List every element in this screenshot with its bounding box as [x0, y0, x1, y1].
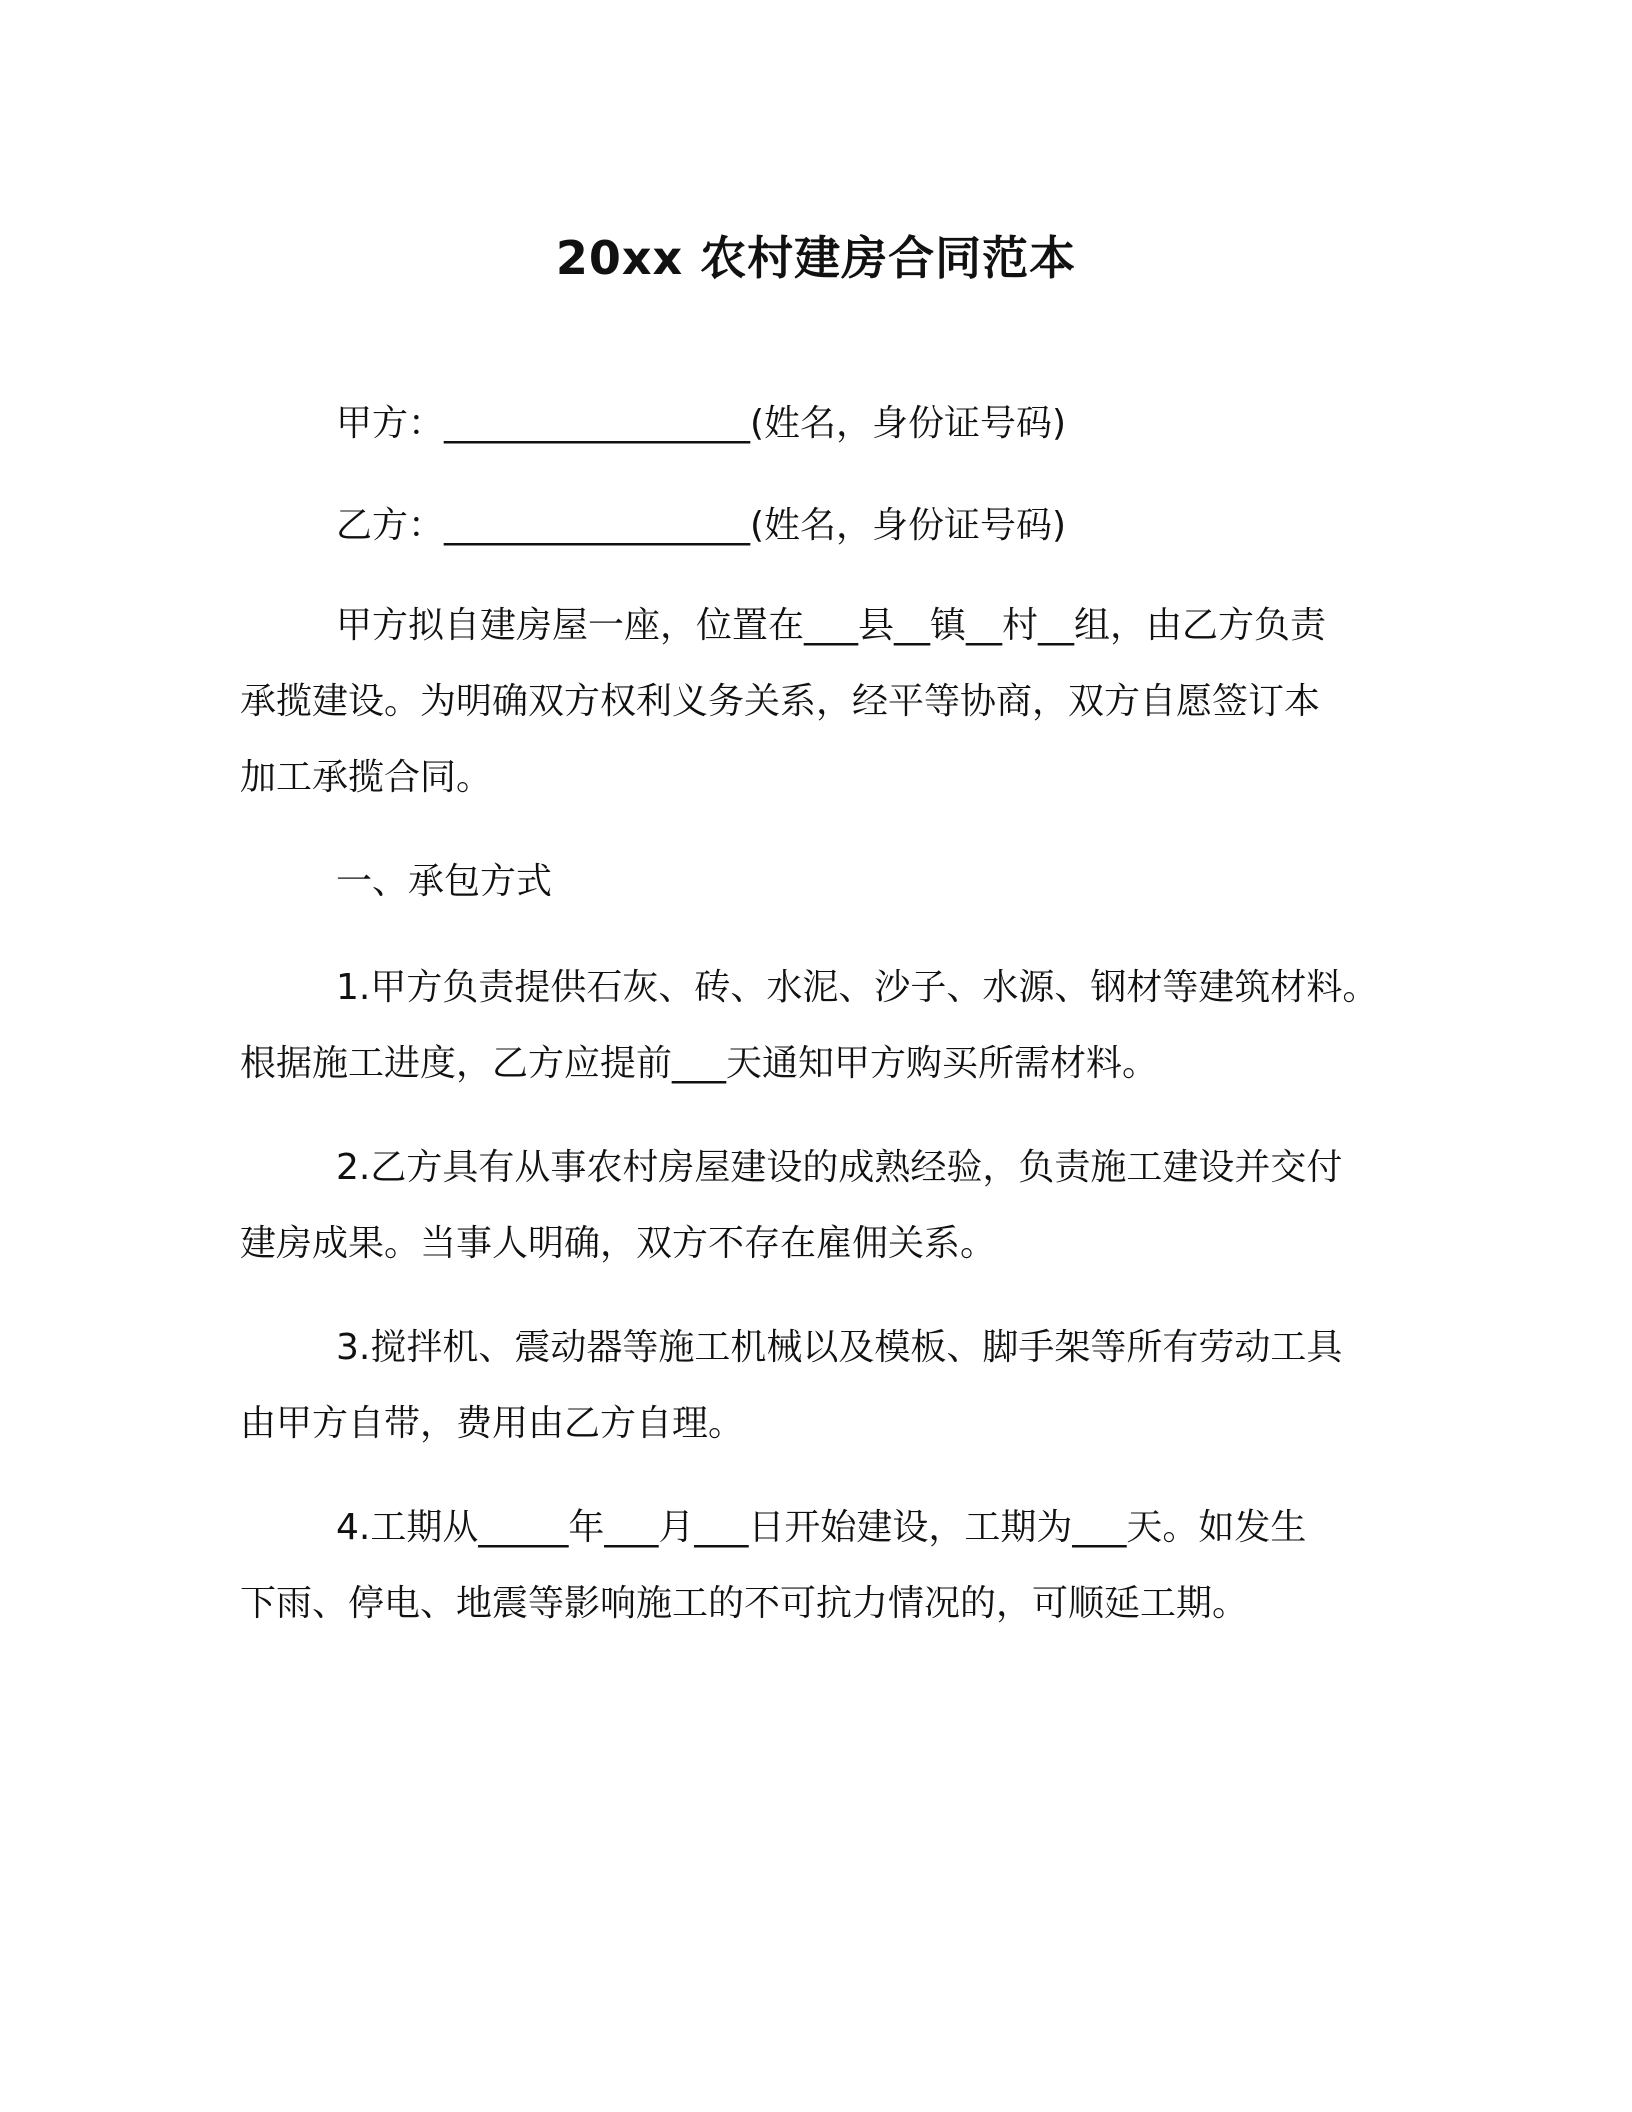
clause-2-line-1: 2.乙方具有从事农村房屋建设的成熟经验，负责施工建设并交付 [336, 1147, 1343, 1188]
clause-4-line-2: 下雨、停电、地震等影响施工的不可抗力情况的，可顺延工期。 [240, 1583, 1249, 1624]
intro-line-2: 承揽建设。为明确双方权利义务关系，经平等协商，双方自愿签订本 [240, 681, 1321, 722]
clause-3-line-2: 由甲方自带，费用由乙方自理。 [240, 1403, 745, 1444]
section-1-heading: 一、承包方式 [336, 861, 553, 902]
party-a-line: 甲方：_________________(姓名，身份证号码) [336, 403, 1067, 444]
clause-1-line-2: 根据施工进度，乙方应提前___天通知甲方购买所需材料。 [240, 1043, 1159, 1084]
clause-3-line-1: 3.搅拌机、震动器等施工机械以及模板、脚手架等所有劳动工具 [336, 1327, 1343, 1368]
party-b-line: 乙方：_________________(姓名，身份证号码) [336, 505, 1067, 546]
clause-2-line-2: 建房成果。当事人明确，双方不存在雇佣关系。 [240, 1223, 997, 1264]
clause-1-line-1: 1.甲方负责提供石灰、砖、水泥、沙子、水源、钢材等建筑材料。 [336, 967, 1379, 1008]
intro-line-3: 加工承揽合同。 [240, 757, 493, 798]
intro-line-1: 甲方拟自建房屋一座，位置在___县__镇__村__组，由乙方负责 [336, 605, 1327, 646]
clause-4-line-1: 4.工期从_____年___月___日开始建设，工期为___天。如发生 [336, 1507, 1307, 1548]
document-title: 20xx 农村建房合同范本 [555, 231, 1077, 285]
